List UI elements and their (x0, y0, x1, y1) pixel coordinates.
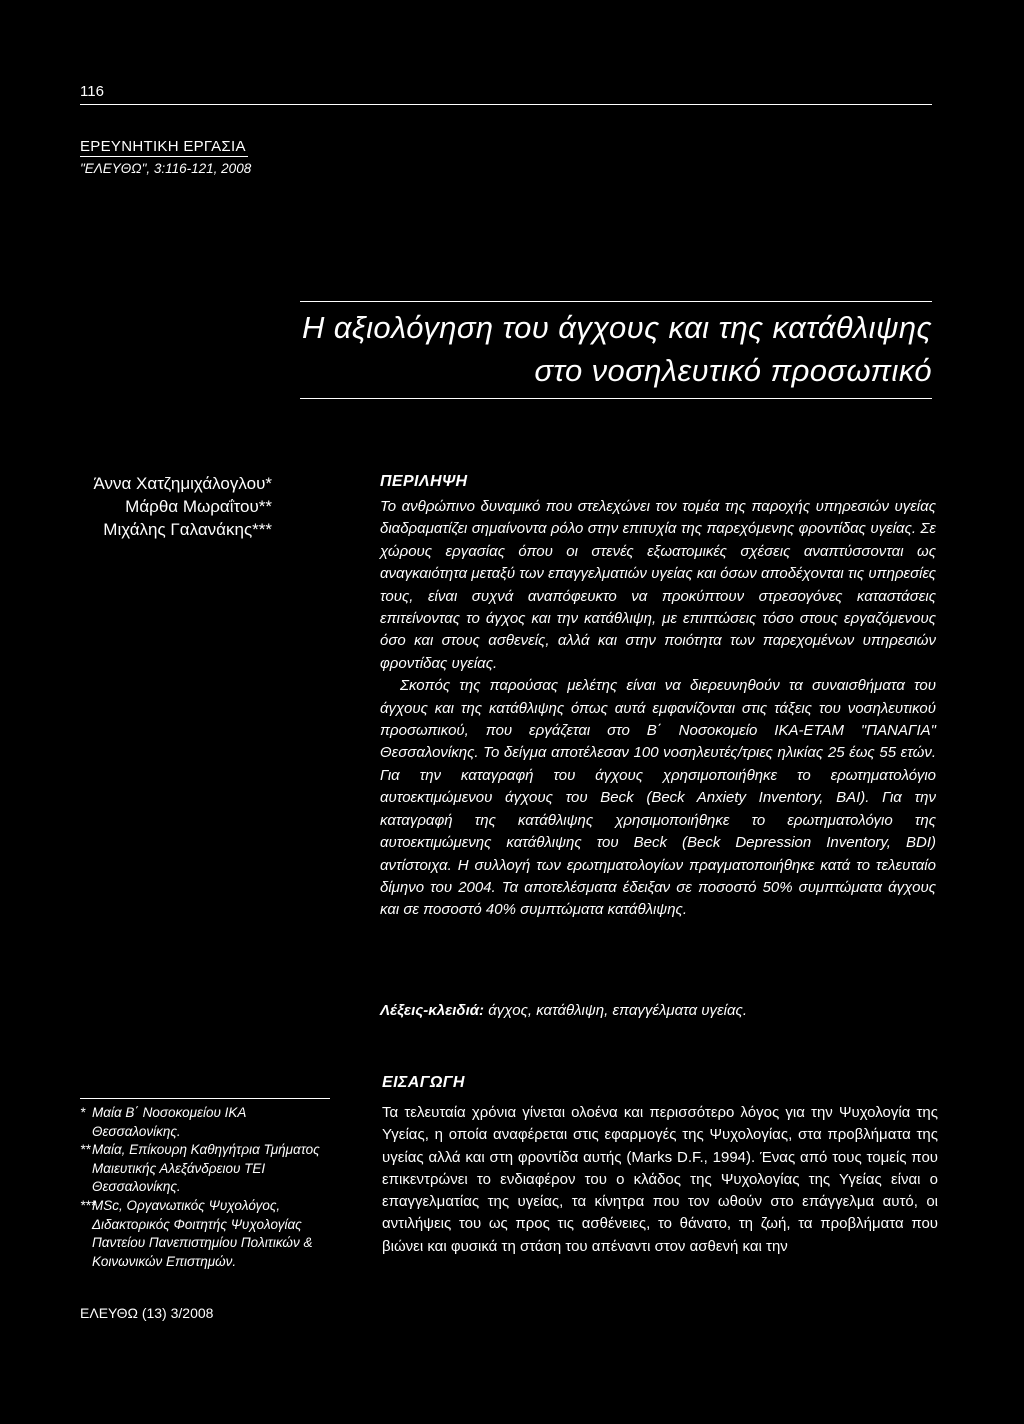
abstract-paragraph-2: Σκοπός της παρούσας μελέτης είναι να διερευνηθούν τα συναισθήματα του άγχους και της κατάθλιψης όπως αυτά εμφανίζονται στις τάξεις του νοσηλευτικού προσωπικού, που εργάζεται στο Β΄ Νοσοκομείο ΙΚΑ-ΕΤΑΜ "ΠΑΝΑΓΙΑ" Θεσσαλονίκης. Το δείγμα αποτέλεσαν 100 νοσηλευτές/τριες ηλικίας 25 έως 55 ετών. Για την καταγραφή του άγχους χρησιμοποιήθηκε το ερωτηματολόγιο αυτοεκτιμώμενου άγχους του Beck (Beck Anxiety Inventory, BAI). Για την καταγραφή της κατάθλιψης χρησιμοποιήθηκε το ερωτηματολόγιο της αυτοεκτιμώμενης κατάθλιψης του Beck (Beck Depression Inventory, BDI) αντίστοιχα. Η συλλογή των ερωτηματολογίων πραγματοποιήθηκε κατά το τελευταίο δίμηνο του 2004. Τα αποτελέσματα έδειξαν σε ποσοστό 50% συμπτώματα άγχους και σε ποσοστό 40% συμπτώματα κατάθλιψης. (380, 677, 936, 919)
footnote-text: MSc, Οργανωτικός Ψυχολόγος, Διδακτορικός Φοιτητής Ψυχολογίας Παντείου Πανεπιστημίου Πολιτικών & Κοινωνικών Επιστημών. (92, 1197, 313, 1269)
abstract-body (380, 496, 936, 922)
author-name: Άννα Χατζημιχάλογλου* (93, 474, 272, 493)
header-rule (80, 104, 932, 105)
footnotes (80, 1104, 335, 1271)
footnote-text: Μαία, Επίκουρη Καθηγήτρια Τμήματος Μαιευτικής Αλεξάνδρειου ΤΕΙ Θεσσαλονίκης. (92, 1142, 320, 1195)
introduction-body: Τα τελευταία χρόνια γίνεται ολοένα και περισσότερο λόγος για την Ψυχολογία της Υγείας, η οποία αναφέρεται στις εφαρμογές της Ψυχολογίας, στα προβλήματα της υγείας αλλά και στη φροντίδα αυτής (Marks D.F., 1994). Ένας από τους τομείς που επικεντρώνει το ενδιαφέρον του ο κλάδος της Ψυχολογίας της Υγείας είναι ο επαγγελματίας της υγείας, τα κίνητρα που τον ωθούν στο επάγγελμα αυτό, οι αντιλήψεις του ως προς τις ασθένειες, το θάνατο, τη ζωή, τα προβλήματα που βιώνει και φυσικά τη στάση του απέναντι στον ασθενή και την (382, 1104, 938, 1255)
keywords (380, 1002, 747, 1019)
abstract-heading: ΠΕΡΙΛΗΨΗ (380, 473, 468, 490)
author-name: Μιχάλης Γαλανάκης*** (103, 520, 272, 539)
footer-journal-issue: ΕΛΕΥΘΩ (13) 3/2008 (80, 1305, 214, 1321)
title-rule-bottom (300, 398, 932, 399)
article-title-line-1: Η αξιολόγηση του άγχους και της κατάθλιψης (301, 310, 932, 345)
title-rule-top (300, 301, 932, 302)
footnote-mark: ** (80, 1142, 91, 1158)
section-label-underline (80, 156, 248, 157)
footnotes-rule (80, 1098, 330, 1099)
footnote-mark: *** (80, 1197, 96, 1213)
introduction-heading: ΕΙΣΑΓΩΓΗ (382, 1074, 465, 1091)
keywords-value: άγχος, κατάθλιψη, επαγγέλματα υγείας. (488, 1002, 747, 1019)
footnote-text: Μαία Β΄ Νοσοκομείου ΙΚΑ Θεσσαλονίκης. (92, 1105, 246, 1139)
page-number: 116 (80, 83, 104, 100)
keywords-label: Λέξεις-κλειδιά: (380, 1002, 485, 1019)
footnote (80, 1141, 335, 1197)
footnote-mark: * (80, 1105, 86, 1120)
abstract-paragraph-1: Το ανθρώπινο δυναμικό που στελεχώνει τον τομέα της παροχής υπηρεσιών υγείας διαδραματίζει σημαίνοντα ρόλο στην επιτυχία της παρεχόμενης φροντίδας υγείας. Σε χώρους εργασίας όπου οι στενές εξωατομικές σχέσεις αναπτύσσονται ως αναγκαιότητα μεταξύ των επαγγελματιών υγείας και όσων αποδέχονται τις υπηρεσίες τους, είναι συχνά αναπόφευκτο να προκύπτουν στρεσογόνες καταστάσεις επιτείνοντας το άγχος και την κατάθλιψη, με επιπτώσεις τόσο στους εργαζόμενους όσο και στους ασθενείς, αλλά και στην ποιότητα των παρεχομένων υπηρεσιών φροντίδας υγείας. (380, 498, 936, 672)
journal-reference: "ΕΛΕΥΘΩ", 3:116-121, 2008 (80, 161, 252, 176)
author-name: Μάρθα Μωραΐτου** (125, 497, 272, 516)
footnote (80, 1104, 335, 1141)
section-label: ΕΡΕΥΝΗΤΙΚΗ ΕΡΓΑΣΙΑ (80, 138, 246, 155)
article-title-line-2: στο νοσηλευτικό προσωπικό (534, 353, 932, 388)
footnote (80, 1197, 335, 1271)
